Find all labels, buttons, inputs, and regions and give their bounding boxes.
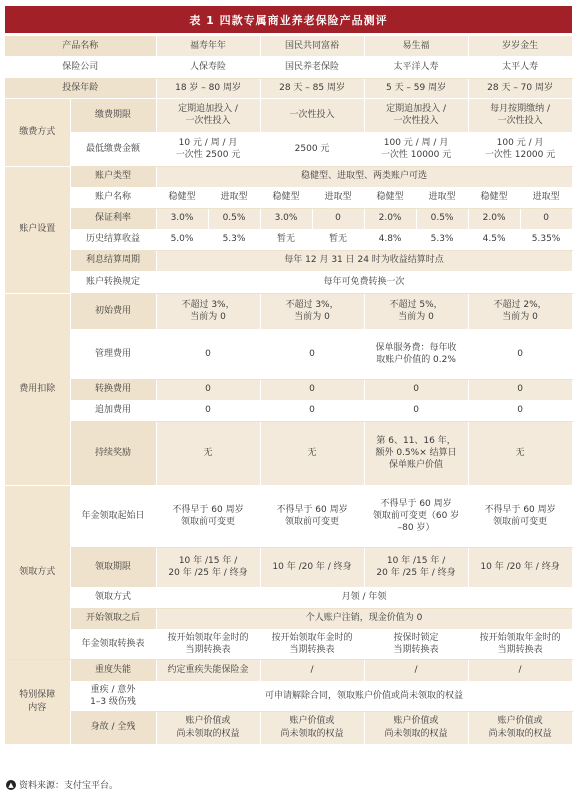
mgmt-fee-value: 0 [260, 329, 364, 379]
conversion-table-value: 按保时锁定 当期转换表 [364, 629, 468, 659]
product-name: 国民共同富裕 [260, 36, 364, 56]
age-value: 28 天 – 85 周岁 [260, 78, 364, 98]
category-account: 账户设置 [5, 166, 70, 293]
company-value: 太平洋人寿 [364, 56, 468, 78]
account-type-value: 稳健型、进取型、两类账户可选 [156, 166, 572, 187]
transfer-fee-value: 0 [468, 379, 572, 400]
claim-start-label: 年金领取起始日 [70, 485, 156, 547]
history-yield: 4.8% [364, 229, 416, 250]
claim-start-value: 不得早于 60 周岁 领取前可变更 [260, 485, 364, 547]
mgmt-fee-value: 0 [468, 329, 572, 379]
product-comparison-table [5, 36, 573, 745]
disability-value: / [260, 659, 364, 681]
death-value: 账户价值或 尚未领取的权益 [364, 711, 468, 744]
death-label: 身故 / 全残 [70, 711, 156, 744]
after-claim-label: 开始领取之后 [70, 608, 156, 629]
history-yield: 暂无 [260, 229, 312, 250]
disability-value: / [468, 659, 572, 681]
disability-label: 重度失能 [70, 659, 156, 681]
claim-period-value: 10 年 /20 年 / 终身 [260, 547, 364, 587]
arrow-up-icon: ▲ [6, 780, 16, 790]
history-yield: 5.3% [208, 229, 260, 250]
guarantee-rate: 0.5% [416, 208, 468, 229]
claim-start-value: 不得早于 60 周岁 领取前可变更 [468, 485, 572, 547]
claim-start-value: 不得早于 60 周岁 领取前可变更 [156, 485, 260, 547]
product-name-label: 产品名称 [5, 36, 156, 56]
age-label: 投保年龄 [5, 78, 156, 98]
claim-period-value: 10 年 /20 年 / 终身 [468, 547, 572, 587]
account-switch-label: 账户转换规定 [70, 271, 156, 293]
account-name: 稳健型 [156, 187, 208, 208]
death-value: 账户价值或 尚未领取的权益 [156, 711, 260, 744]
interest-period-value: 每年 12 月 31 日 24 时为收益结算时点 [156, 250, 572, 271]
category-fees: 费用扣除 [5, 293, 70, 485]
history-yield-label: 历史结算收益 [70, 229, 156, 250]
payment-period-value: 每月按期缴纳 / 一次性投入 [468, 98, 572, 132]
claim-mode-label: 领取方式 [70, 587, 156, 608]
bonus-value: 无 [156, 421, 260, 485]
company-label: 保险公司 [5, 56, 156, 78]
claim-start-value: 不得早于 60 周岁 领取前可变更（60 岁 –80 岁） [364, 485, 468, 547]
initial-fee-value: 不超过 2%， 当前为 0 [468, 293, 572, 329]
initial-fee-label: 初始费用 [70, 293, 156, 329]
guarantee-rate: 3.0% [260, 208, 312, 229]
claim-period-value: 10 年 /15 年 / 20 年 /25 年 / 终身 [156, 547, 260, 587]
min-payment-value: 10 元 / 周 / 月 一次性 2500 元 [156, 132, 260, 166]
category-payment: 缴费方式 [5, 98, 70, 166]
payment-period-value: 定期追加投入 / 一次性投入 [156, 98, 260, 132]
add-fee-value: 0 [156, 400, 260, 421]
age-value: 5 天 – 59 周岁 [364, 78, 468, 98]
min-payment-value: 2500 元 [260, 132, 364, 166]
death-value: 账户价值或 尚未领取的权益 [468, 711, 572, 744]
bonus-value: 无 [468, 421, 572, 485]
bonus-label: 持续奖励 [70, 421, 156, 485]
illness-label: 重疾 / 意外 1–3 级伤残 [70, 681, 156, 711]
guarantee-rate: 2.0% [468, 208, 520, 229]
account-name-label: 账户名称 [70, 187, 156, 208]
after-claim-value: 个人账户注销，现金价值为 0 [156, 608, 572, 629]
guarantee-rate-label: 保证利率 [70, 208, 156, 229]
disability-value: 约定重疾失能保险金 [156, 659, 260, 681]
source-text: 资料来源：支付宝平台。 [19, 781, 119, 791]
age-value: 18 岁 – 80 周岁 [156, 78, 260, 98]
product-name: 福寿年年 [156, 36, 260, 56]
account-name: 稳健型 [468, 187, 520, 208]
claim-period-value: 10 年 /15 年 / 20 年 /25 年 / 终身 [364, 547, 468, 587]
company-value: 人保寿险 [156, 56, 260, 78]
illness-value: 可申请解除合同，领取账户价值或尚未领取的权益 [156, 681, 572, 711]
interest-period-label: 利息结算周期 [70, 250, 156, 271]
account-type-label: 账户类型 [70, 166, 156, 187]
add-fee-value: 0 [468, 400, 572, 421]
min-payment-value: 100 元 / 月 一次性 12000 元 [468, 132, 572, 166]
category-claim: 领取方式 [5, 485, 70, 659]
initial-fee-value: 不超过 3%， 当前为 0 [156, 293, 260, 329]
category-special: 特别保障 内容 [5, 659, 70, 744]
disability-value: / [364, 659, 468, 681]
product-name: 岁岁金生 [468, 36, 572, 56]
guarantee-rate: 0 [520, 208, 572, 229]
history-yield: 5.0% [156, 229, 208, 250]
company-value: 国民养老保险 [260, 56, 364, 78]
company-value: 太平人寿 [468, 56, 572, 78]
mgmt-fee-value: 0 [156, 329, 260, 379]
add-fee-value: 0 [260, 400, 364, 421]
transfer-fee-label: 转换费用 [70, 379, 156, 400]
mgmt-fee-label: 管理费用 [70, 329, 156, 379]
conversion-table-label: 年金领取转换表 [70, 629, 156, 659]
payment-period-value: 一次性投入 [260, 98, 364, 132]
conversion-table-value: 按开始领取年金时的 当期转换表 [468, 629, 572, 659]
account-name: 稳健型 [364, 187, 416, 208]
account-name: 进取型 [416, 187, 468, 208]
guarantee-rate: 3.0% [156, 208, 208, 229]
initial-fee-value: 不超过 3%， 当前为 0 [260, 293, 364, 329]
transfer-fee-value: 0 [156, 379, 260, 400]
death-value: 账户价值或 尚未领取的权益 [260, 711, 364, 744]
account-name: 进取型 [312, 187, 364, 208]
claim-mode-value: 月领 / 年领 [156, 587, 572, 608]
account-name: 稳健型 [260, 187, 312, 208]
min-payment-label: 最低缴费金额 [70, 132, 156, 166]
transfer-fee-value: 0 [364, 379, 468, 400]
account-switch-value: 每年可免费转换一次 [156, 271, 572, 293]
mgmt-fee-value: 保单服务费：每年收 取账户价值的 0.2% [364, 329, 468, 379]
history-yield: 5.3% [416, 229, 468, 250]
conversion-table-value: 按开始领取年金时的 当期转换表 [156, 629, 260, 659]
age-value: 28 天 – 70 周岁 [468, 78, 572, 98]
bonus-value: 第 6、11、16 年， 额外 0.5%× 结算日 保单账户价值 [364, 421, 468, 485]
add-fee-value: 0 [364, 400, 468, 421]
claim-period-label: 领取期限 [70, 547, 156, 587]
guarantee-rate: 0.5% [208, 208, 260, 229]
payment-period-label: 缴费期限 [70, 98, 156, 132]
add-fee-label: 追加费用 [70, 400, 156, 421]
table-title: 表 1 四款专属商业养老保险产品测评 [5, 6, 572, 33]
bonus-value: 无 [260, 421, 364, 485]
transfer-fee-value: 0 [260, 379, 364, 400]
account-name: 进取型 [520, 187, 572, 208]
payment-period-value: 定期追加投入 / 一次性投入 [364, 98, 468, 132]
history-yield: 5.35% [520, 229, 572, 250]
guarantee-rate: 2.0% [364, 208, 416, 229]
product-name: 易生福 [364, 36, 468, 56]
account-name: 进取型 [208, 187, 260, 208]
guarantee-rate: 0 [312, 208, 364, 229]
initial-fee-value: 不超过 5%， 当前为 0 [364, 293, 468, 329]
min-payment-value: 100 元 / 周 / 月 一次性 10000 元 [364, 132, 468, 166]
source-note [6, 778, 118, 791]
conversion-table-value: 按开始领取年金时的 当期转换表 [260, 629, 364, 659]
history-yield: 4.5% [468, 229, 520, 250]
history-yield: 暂无 [312, 229, 364, 250]
